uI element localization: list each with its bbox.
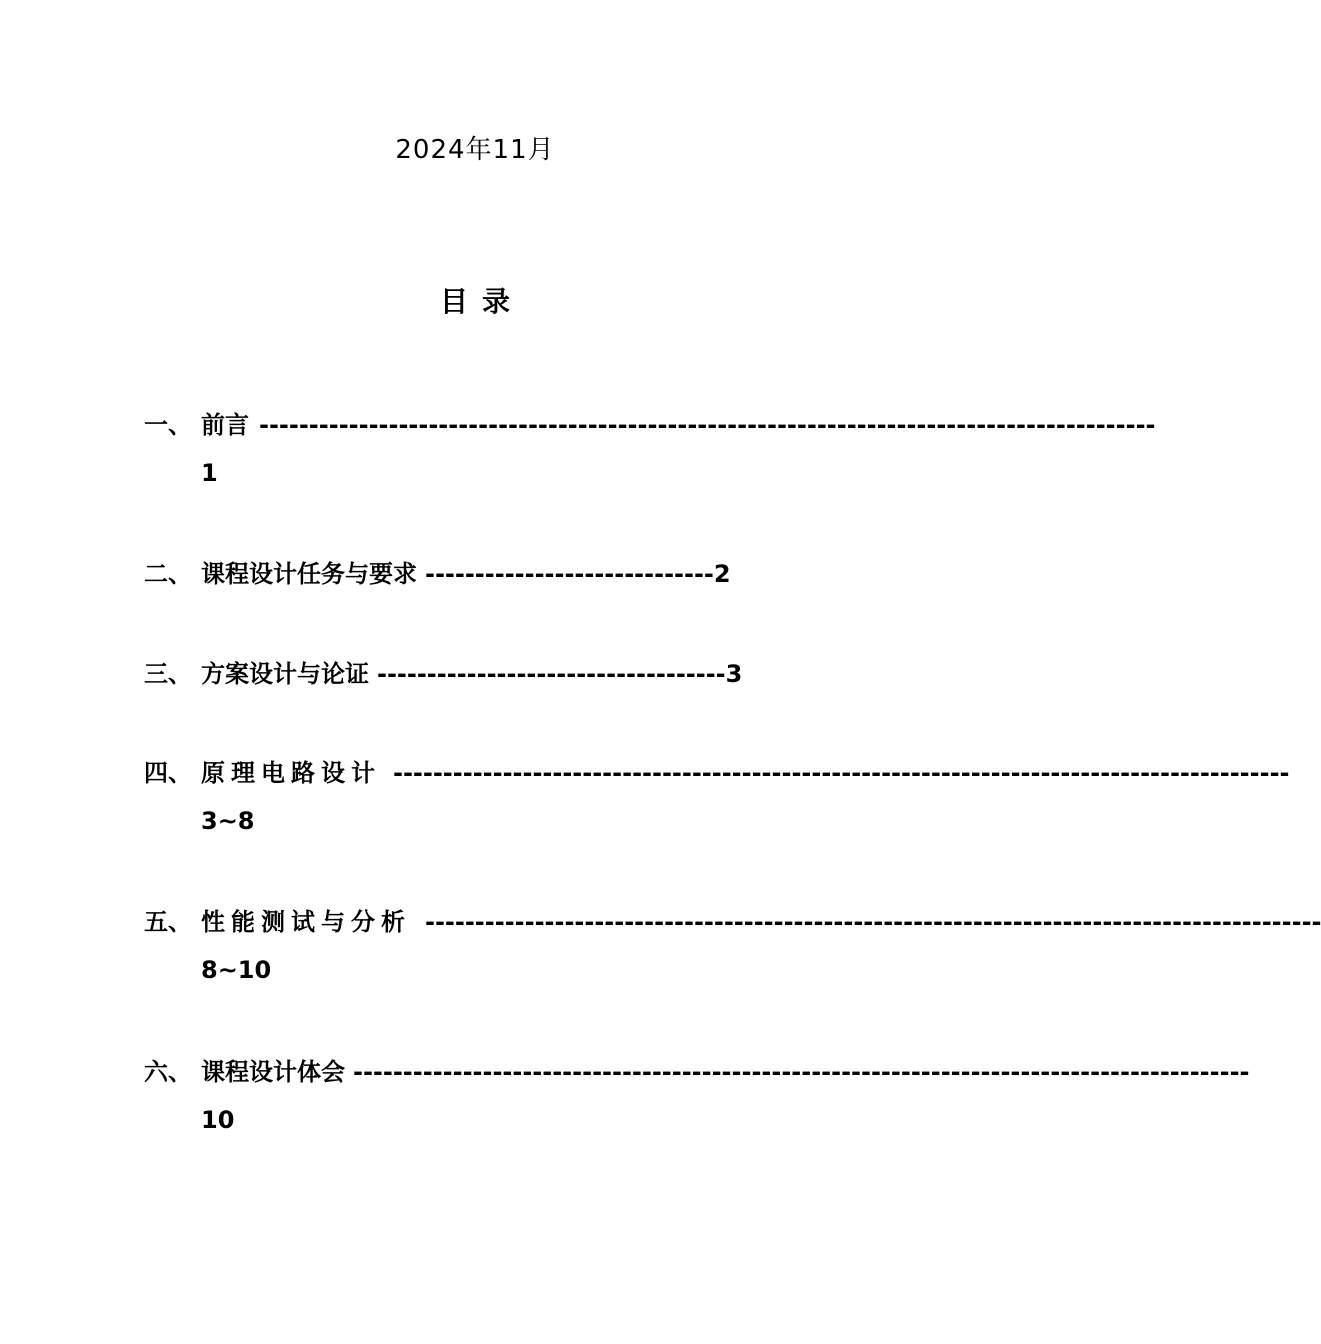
toc-leader-dots: ------------------------------------------------------------------------------------------: [393, 759, 1290, 787]
toc-entry-number: 六、: [144, 1058, 192, 1086]
document-date: 2024年11月: [395, 135, 555, 165]
toc-leader-dots: ------------------------------------------------------------------------------------------: [425, 908, 1321, 936]
toc-entry-title: 课程设计任务与要求: [201, 560, 417, 588]
toc-entry-circuit-design[interactable]: [144, 749, 1290, 845]
toc-entry-number: 三、: [144, 660, 192, 688]
toc-entry-page: 1: [201, 459, 218, 487]
toc-title: 目录: [439, 285, 524, 318]
toc-entry-page: 3~8: [201, 807, 255, 835]
toc-entry-number: 五、: [144, 908, 192, 936]
toc-entry-reflection[interactable]: [144, 1048, 1250, 1144]
toc-entry-preface[interactable]: [144, 401, 1156, 497]
toc-entry-title: 方案设计与论证: [201, 660, 369, 688]
toc-entry-number: 四、: [144, 759, 192, 787]
toc-leader-dots: -----------------------------: [425, 560, 714, 588]
toc-entry-page: 8~10: [201, 956, 272, 984]
toc-entry-requirements[interactable]: [144, 550, 808, 598]
toc-entry-title: 课程设计体会: [201, 1058, 345, 1086]
toc-entry-title: 性能测试与分析: [201, 908, 411, 936]
toc-entry-title: 前言: [201, 411, 249, 439]
toc-leader-dots: ------------------------------------------------------------------------------------------: [353, 1058, 1250, 1086]
toc-entry-performance-test[interactable]: [144, 898, 1321, 994]
toc-leader-dots: -----------------------------------: [377, 660, 726, 688]
toc-entry-number: 二、: [144, 560, 192, 588]
toc-entry-page: 3: [725, 660, 743, 688]
toc-entry-title: 原理电路设计: [201, 759, 381, 787]
toc-entry-number: 一、: [144, 411, 192, 439]
toc-entry-page: 10: [201, 1106, 235, 1134]
toc-entry-scheme-design[interactable]: [144, 650, 808, 698]
toc-entry-page: 2: [713, 560, 731, 588]
toc-leader-dots: ------------------------------------------------------------------------------------------: [259, 411, 1156, 439]
